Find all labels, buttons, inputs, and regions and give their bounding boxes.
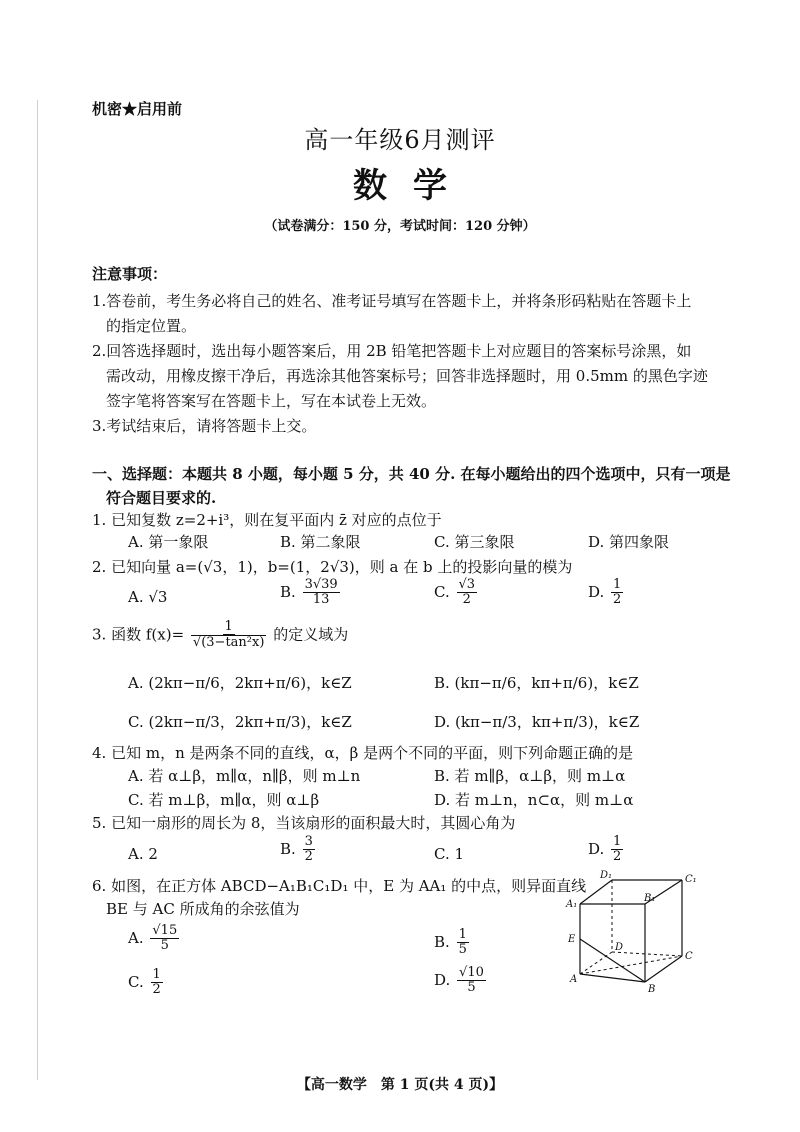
q3-option-b: B. (kπ−π/6，kπ+π/6)，k∈Z	[434, 674, 639, 692]
notice-line: 1.答卷前，考生务必将自己的姓名、准考证号填写在答题卡上，并将条形码粘贴在答题卡上	[92, 292, 692, 310]
q1-option-c: C. 第三象限	[434, 533, 515, 551]
question-4-stem: 4. 已知 m，n 是两条不同的直线，α，β 是两个不同的平面，则下列命题正确的是	[92, 744, 634, 762]
label-c: C	[685, 951, 693, 962]
notice-line: 的指定位置。	[106, 317, 197, 335]
q5-option-c: C. 1	[434, 845, 465, 863]
cube-figure	[560, 864, 705, 994]
q6-option-c: C. $\frac{1}{2}$	[128, 967, 161, 998]
q1-option-a: A. 第一象限	[128, 533, 209, 551]
q1-option-b: B. 第二象限	[280, 533, 361, 551]
q5-option-a: A. 2	[128, 845, 158, 863]
notice-line: 签字笔将答案写在答题卡上，写在本试卷上无效。	[106, 392, 437, 410]
label-b: B	[648, 984, 656, 994]
question-6-stem-cont: BE 与 AC 所成角的余弦值为	[106, 900, 300, 918]
q1-option-d: D. 第四象限	[588, 533, 670, 551]
q3-option-a: A. (2kπ−π/6，2kπ+π/6)，k∈Z	[128, 674, 352, 692]
question-5-stem: 5. 已知一扇形的周长为 8，当该扇形的面积最大时，其圆心角为	[92, 814, 516, 832]
q4-option-b: B. 若 m∥β，α⊥β，则 m⊥α	[434, 767, 626, 785]
q2-option-a: A. √3	[128, 588, 168, 606]
subject-title: 数学	[353, 166, 473, 206]
segment-ac	[580, 956, 682, 974]
q2-option-b: B. $\frac{3√39}{13}$	[280, 577, 338, 608]
page-footer: 【高一数学 第 1 页(共 4 页)】	[296, 1077, 504, 1093]
exam-info-note: （试卷满分：150 分，考试时间：120 分钟）	[264, 219, 536, 234]
q5-option-b: B. $\frac{3}{2}$	[280, 834, 313, 865]
question-3-stem: 3. 函数 f(x)= $\frac{1}{\text{√(3−tan²x)}}$ 的定义域为	[92, 619, 349, 651]
question-6-stem: 6. 如图，在正方体 ABCD−A₁B₁C₁D₁ 中，E 为 AA₁ 的中点，则异面直线	[92, 877, 587, 895]
q3-option-d: D. (kπ−π/3，kπ+π/3)，k∈Z	[434, 713, 640, 731]
notice-line: 3.考试结束后，请将答题卡上交。	[92, 417, 317, 435]
notice-line: 2.回答选择题时，选出每小题答案后，用 2B 铅笔把答题卡上对应题目的答案标号涂黑，如	[92, 342, 692, 360]
label-e: E	[568, 934, 576, 945]
q6-option-a: A. $\frac{√15}{5}$	[128, 923, 178, 954]
q4-option-d: D. 若 m⊥n，n⊂α，则 m⊥α	[434, 791, 634, 809]
confidential-mark: 机密★启用前	[92, 100, 183, 118]
label-a1: A₁	[566, 899, 578, 910]
section-heading: 一、选择题：本题共 8 小题，每小题 5 分，共 40 分. 在每小题给出的四个选项中，只有一项是	[92, 465, 731, 483]
label-c1: C₁	[685, 874, 697, 885]
question-2-stem: 2. 已知向量 a=(√3，1)，b=(1，2√3)，则 a 在 b 上的投影向量的模为	[92, 558, 573, 576]
label-a: A	[570, 974, 578, 985]
q6-option-b: B. $\frac{1}{5}$	[434, 927, 467, 958]
exam-title: 高一年级6月测评	[304, 126, 496, 154]
q3-option-c: C. (2kπ−π/3，2kπ+π/3)，k∈Z	[128, 713, 352, 731]
label-d: D	[615, 942, 624, 953]
q5-option-d: D. $\frac{1}{2}$	[588, 834, 622, 865]
q4-option-a: A. 若 α⊥β，m∥α，n∥β，则 m⊥n	[128, 767, 361, 785]
q6-option-d: D. $\frac{√10}{5}$	[434, 965, 484, 996]
binding-line	[37, 100, 38, 1080]
question-1-stem: 1. 已知复数 z=2+i³，则在复平面内 z̄ 对应的点位于	[92, 511, 442, 529]
section-heading-cont: 符合题目要求的.	[106, 489, 217, 507]
edge-b-c	[645, 956, 682, 982]
edge-a-d	[580, 952, 612, 974]
label-d1: D₁	[600, 870, 613, 881]
q2-option-d: D. $\frac{1}{2}$	[588, 577, 622, 608]
q2-option-c: C. $\frac{√3}{2}$	[434, 577, 476, 608]
notice-line: 需改动，用橡皮擦干净后，再选涂其他答案标号；回答非选择题时，用 0.5mm 的黑色字迹	[106, 367, 708, 385]
label-b1: B₁	[644, 893, 656, 904]
edge-a1-d1	[580, 880, 612, 904]
q4-option-c: C. 若 m⊥β，m∥α，则 α⊥β	[128, 791, 320, 809]
notice-heading: 注意事项：	[92, 265, 168, 283]
